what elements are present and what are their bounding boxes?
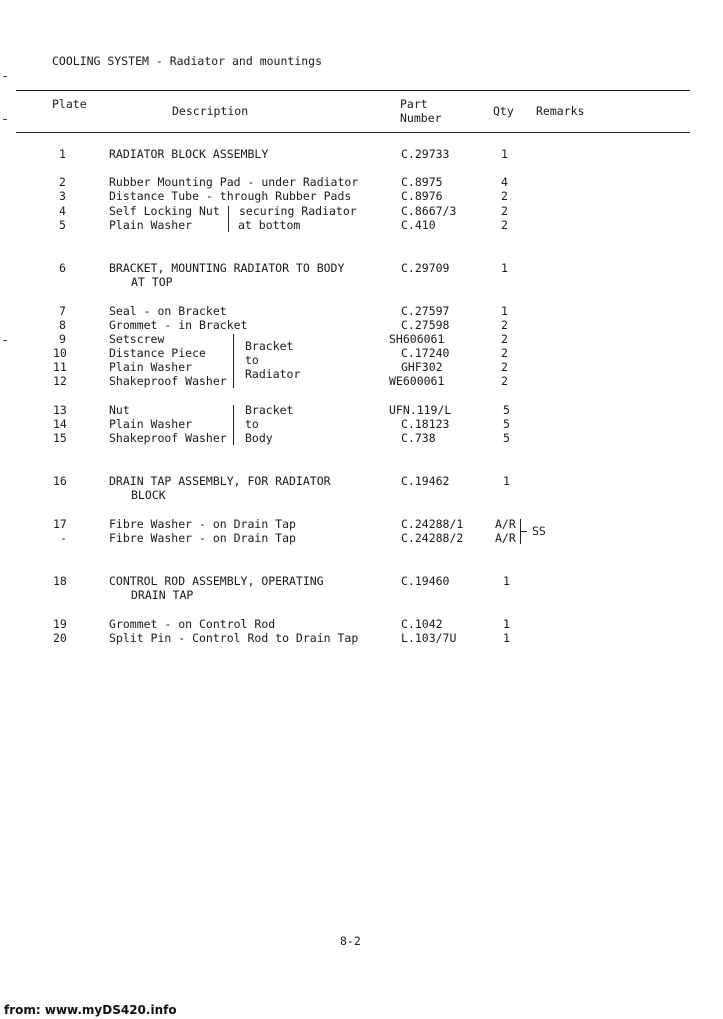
group-note: to [245, 417, 259, 431]
header-bottom-rule [16, 132, 690, 133]
plate-cell: 5 [59, 218, 66, 232]
description-cell-continued: DRAIN TAP [131, 588, 194, 602]
group-note: Body [245, 431, 273, 445]
plate-cell: 12 [53, 374, 67, 388]
qty-cell: 5 [503, 417, 510, 431]
plate-cell: 15 [53, 431, 67, 445]
plate-cell: 8 [59, 318, 66, 332]
plate-cell: 4 [59, 204, 66, 218]
part-number-cell: L.103/7U [401, 631, 457, 645]
description-cell: CONTROL ROD ASSEMBLY, OPERATING [109, 574, 324, 588]
plate-cell: 13 [53, 403, 67, 417]
description-cell: Plain Washer [109, 417, 193, 431]
header-part-number-line1: Part [400, 97, 428, 111]
group-bracket-line [233, 405, 234, 445]
group-note: Bracket [245, 339, 294, 353]
qty-cell: 4 [501, 175, 508, 189]
description-cell: Distance Tube - through Rubber Pads [109, 189, 352, 203]
qty-cell: 1 [503, 474, 510, 488]
group-note: securing Radiator [239, 204, 357, 218]
qty-cell: 1 [501, 261, 508, 275]
group-note: Radiator [245, 367, 301, 381]
part-number-cell: C.17240 [401, 346, 450, 360]
part-number-cell: C.8667/3 [401, 204, 457, 218]
description-cell: Seal - on Bracket [109, 304, 227, 318]
description-cell: Distance Piece [109, 346, 206, 360]
description-cell-continued: AT TOP [131, 275, 173, 289]
part-number-cell: C.27597 [401, 304, 450, 318]
part-number-cell: C.8975 [401, 175, 443, 189]
description-cell: Grommet - on Control Rod [109, 617, 276, 631]
part-number-cell: C.18123 [401, 417, 450, 431]
part-number-cell: C.8976 [401, 189, 443, 203]
part-number-cell: C.27598 [401, 318, 450, 332]
qty-cell: 1 [503, 574, 510, 588]
part-number-cell: C.29733 [401, 147, 450, 161]
qty-cell: 2 [501, 204, 508, 218]
plate-cell: 16 [53, 474, 67, 488]
plate-cell: 18 [53, 574, 67, 588]
part-number-cell: WE600061 [389, 374, 445, 388]
description-cell: BRACKET, MOUNTING RADIATOR TO BODY [109, 261, 345, 275]
description-cell: Fibre Washer - on Drain Tap [109, 531, 296, 545]
remarks-bracket-tick [520, 531, 527, 532]
part-number-cell: C.24288/1 [401, 517, 464, 531]
part-number-cell: C.1042 [401, 617, 443, 631]
page-number: 8-2 [340, 934, 361, 948]
part-number-cell: C.19460 [401, 574, 450, 588]
description-cell: Self Locking Nut [109, 204, 220, 218]
plate-cell: 3 [59, 189, 66, 203]
group-bracket-line [228, 206, 229, 232]
header-part-number-line2: Number [400, 111, 442, 125]
qty-cell: 2 [501, 346, 508, 360]
qty-cell: A/R [495, 517, 516, 531]
header-top-rule [16, 90, 690, 91]
description-cell: DRAIN TAP ASSEMBLY, FOR RADIATOR [109, 474, 331, 488]
part-number-cell: GHF302 [401, 360, 443, 374]
scan-mark [3, 119, 7, 120]
description-cell-continued: BLOCK [131, 488, 166, 502]
plate-cell: 19 [53, 617, 67, 631]
qty-cell: 2 [501, 318, 508, 332]
group-note: to [245, 353, 259, 367]
description-cell: Setscrew [109, 332, 165, 346]
plate-cell: 2 [59, 175, 66, 189]
plate-cell: - [60, 531, 67, 545]
scan-mark [3, 340, 7, 341]
description-cell: Plain Washer [109, 218, 193, 232]
plate-cell: 9 [59, 332, 66, 346]
plate-cell: 20 [53, 631, 67, 645]
qty-cell: 2 [501, 374, 508, 388]
group-bracket-line [233, 334, 234, 388]
part-number-cell: C.738 [401, 431, 436, 445]
description-cell: Shakeproof Washer [109, 431, 227, 445]
plate-cell: 17 [53, 517, 67, 531]
description-cell: Split Pin - Control Rod to Drain Tap [109, 631, 359, 645]
description-cell: Nut [109, 403, 130, 417]
remarks-ss: SS [532, 524, 546, 538]
qty-cell: 2 [501, 360, 508, 374]
scan-mark [3, 76, 7, 77]
qty-cell: 1 [501, 147, 508, 161]
header-plate: Plate [52, 97, 87, 111]
part-number-cell: UFN.119/L [389, 403, 452, 417]
plate-cell: 6 [59, 261, 66, 275]
plate-cell: 7 [59, 304, 66, 318]
qty-cell: 5 [503, 431, 510, 445]
qty-cell: 1 [503, 631, 510, 645]
group-note: at bottom [238, 218, 301, 232]
qty-cell: 1 [501, 304, 508, 318]
plate-cell: 14 [53, 417, 67, 431]
part-number-cell: C.24288/2 [401, 531, 464, 545]
header-description: Description [172, 104, 249, 118]
source-footer: from: www.myDS420.info [4, 1003, 177, 1017]
description-cell: Rubber Mounting Pad - under Radiator [109, 175, 359, 189]
qty-cell: 1 [503, 617, 510, 631]
plate-cell: 10 [53, 346, 67, 360]
plate-cell: 11 [53, 360, 67, 374]
description-cell: Plain Washer [109, 360, 193, 374]
qty-cell: 2 [501, 189, 508, 203]
description-cell: RADIATOR BLOCK ASSEMBLY [109, 147, 269, 161]
group-note: Bracket [245, 403, 294, 417]
part-number-cell: SH606061 [389, 332, 445, 346]
header-qty: Qty [493, 104, 514, 118]
header-remarks: Remarks [536, 104, 585, 118]
description-cell: Grommet - in Bracket [109, 318, 248, 332]
description-cell: Fibre Washer - on Drain Tap [109, 517, 296, 531]
part-number-cell: C.29709 [401, 261, 450, 275]
qty-cell: 2 [501, 332, 508, 346]
qty-cell: 5 [503, 403, 510, 417]
qty-cell: 2 [501, 218, 508, 232]
page-title: COOLING SYSTEM - Radiator and mountings [52, 54, 323, 68]
description-cell: Shakeproof Washer [109, 374, 227, 388]
qty-cell: A/R [495, 531, 516, 545]
plate-cell: 1 [59, 147, 66, 161]
part-number-cell: C.19462 [401, 474, 450, 488]
part-number-cell: C.410 [401, 218, 436, 232]
